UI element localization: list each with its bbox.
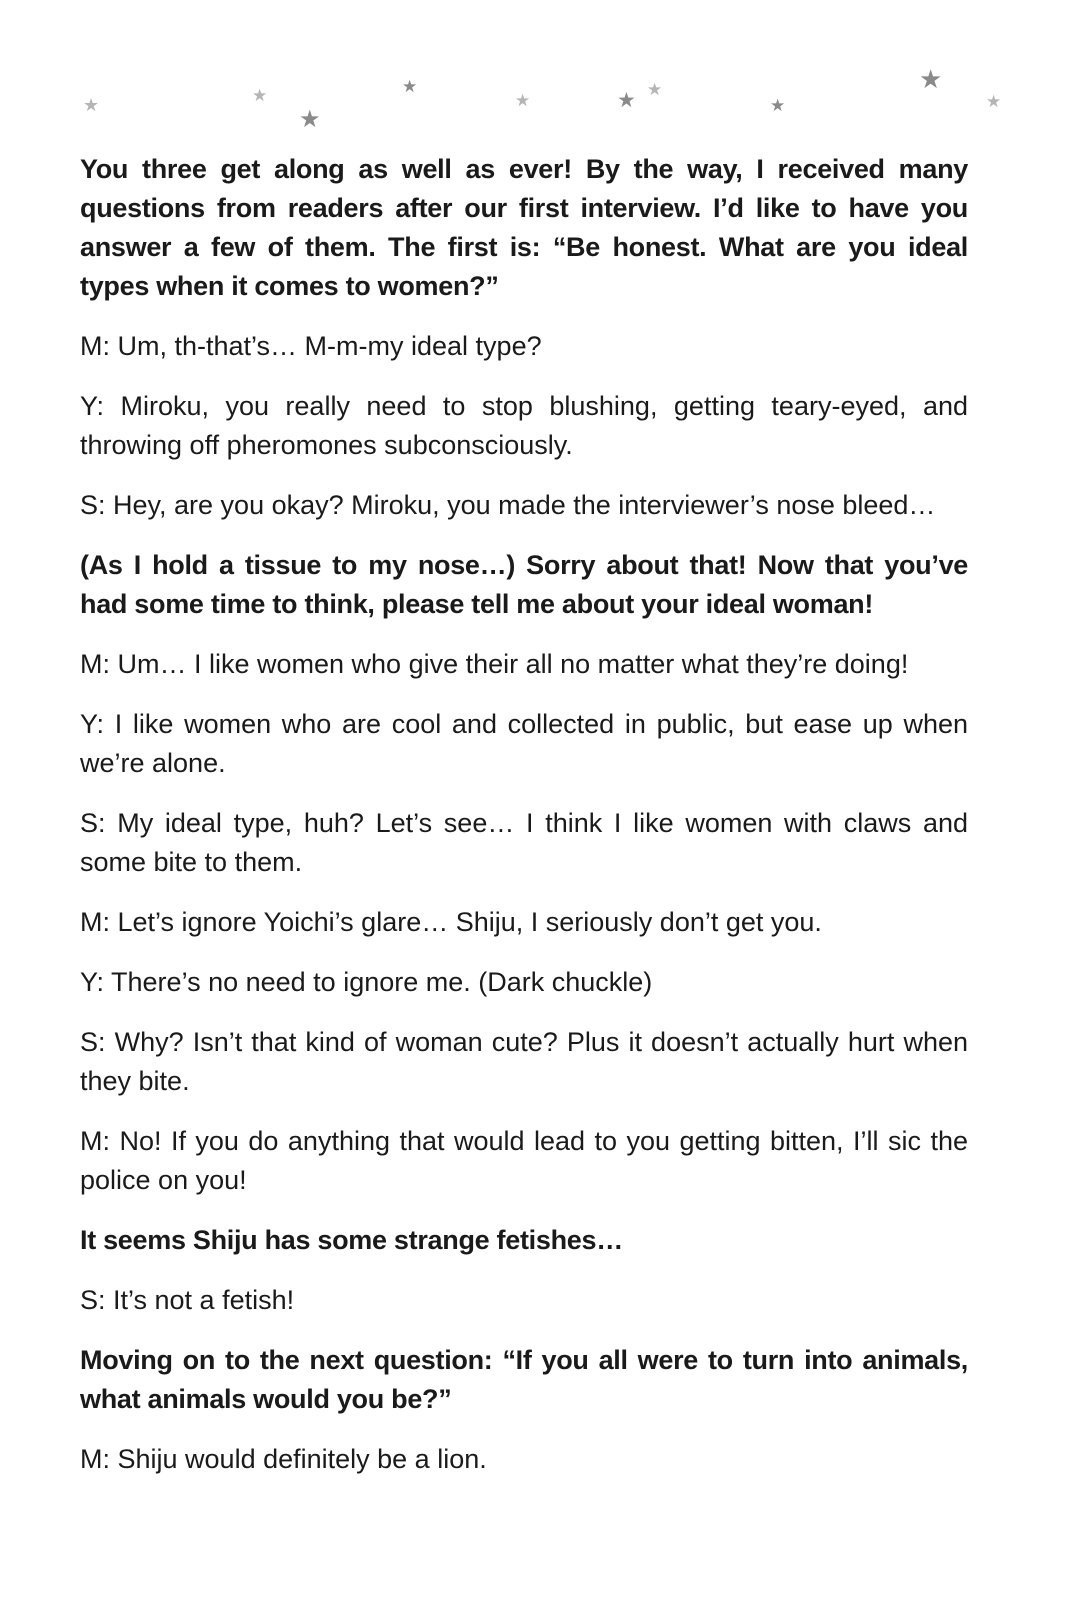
interviewer-question: It seems Shiju has some strange fetishes… <box>80 1225 623 1255</box>
star-icon: ★ <box>770 96 786 116</box>
star-icon: ★ <box>647 80 663 100</box>
character-answer: M: Let’s ignore Yoichi’s glare… Shiju, I seriously don’t get you. <box>80 907 822 937</box>
star-icon: ★ <box>617 88 636 112</box>
character-answer: S: Hey, are you okay? Miroku, you made the interviewer’s nose bleed… <box>80 490 936 520</box>
character-answer: S: It’s not a fetish! <box>80 1285 295 1315</box>
character-answer: M: Shiju would definitely be a lion. <box>80 1444 487 1474</box>
interviewer-question: (As I hold a tissue to my nose…) Sorry about that! Now that you’ve had some time to think, please tell me about your ideal woman! <box>80 550 968 619</box>
star-icon: ★ <box>515 91 531 111</box>
star-icon: ★ <box>83 95 100 116</box>
character-answer: S: Why? Isn’t that kind of woman cute? Plus it doesn’t actually hurt when they bite. <box>80 1027 968 1096</box>
interviewer-question: You three get along as well as ever! By the way, I received many questions from readers after our first interview. I’d like to have you answer a few of them. The first is: “Be honest. What are you ideal types when it comes to women?” <box>80 154 968 301</box>
character-answer: M: No! If you do anything that would lead to you getting bitten, I’ll sic the police on you! <box>80 1126 968 1195</box>
interview-text <box>80 150 968 1500</box>
star-icon: ★ <box>986 92 1002 112</box>
character-answer: S: My ideal type, huh? Let’s see… I think I like women with claws and some bite to them. <box>80 808 968 877</box>
character-answer: Y: There’s no need to ignore me. (Dark chuckle) <box>80 967 653 997</box>
star-decoration <box>0 0 1067 140</box>
star-icon: ★ <box>252 86 268 106</box>
character-answer: M: Um, th-that’s… M-m-my ideal type? <box>80 331 542 361</box>
star-icon: ★ <box>402 77 418 97</box>
character-answer: Y: I like women who are cool and collected in public, but ease up when we’re alone. <box>80 709 968 778</box>
character-answer: M: Um… I like women who give their all no matter what they’re doing! <box>80 649 909 679</box>
star-icon: ★ <box>299 105 321 133</box>
character-answer: Y: Miroku, you really need to stop blushing, getting teary-eyed, and throwing off pheromones subconsciously. <box>80 391 968 460</box>
interviewer-question: Moving on to the next question: “If you all were to turn into animals, what animals would you be?” <box>80 1345 968 1414</box>
star-icon: ★ <box>919 65 943 95</box>
